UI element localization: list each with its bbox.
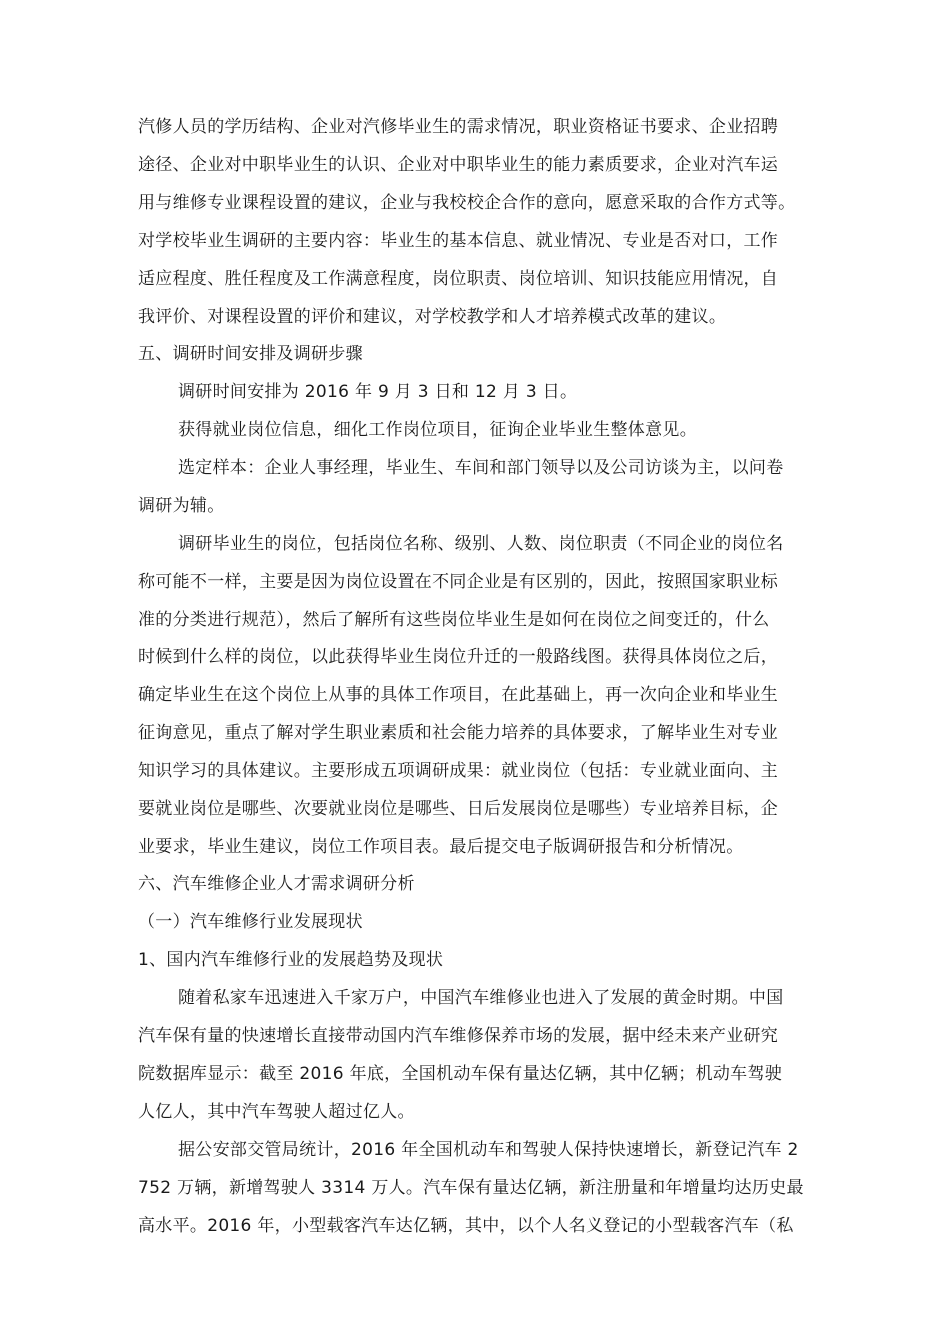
subsection-heading: （一）汽车维修行业发展现状 bbox=[138, 912, 363, 932]
paragraph-line: 据公安部交管局统计，2016 年全国机动车和驾驶人保持快速增长，新登记汽车 2 bbox=[178, 1140, 799, 1160]
paragraph-line: 人亿人，其中汽车驾驶人超过亿人。 bbox=[138, 1102, 415, 1122]
section-heading: 五、调研时间安排及调研步骤 bbox=[138, 344, 363, 364]
paragraph-line: 确定毕业生在这个岗位上从事的具体工作项目，在此基础上，再一次向企业和毕业生 bbox=[138, 685, 779, 705]
paragraph-line: 高水平。2016 年，小型载客汽车达亿辆，其中，以个人名义登记的小型载客汽车（私 bbox=[138, 1216, 794, 1236]
paragraph-line: 对学校毕业生调研的主要内容：毕业生的基本信息、就业情况、专业是否对口，工作 bbox=[138, 231, 779, 251]
paragraph-line: 调研为辅。 bbox=[138, 496, 225, 516]
paragraph-line: 时候到什么样的岗位，以此获得毕业生岗位升迁的一般路线图。获得具体岗位之后， bbox=[138, 647, 779, 667]
paragraph-line: 称可能不一样，主要是因为岗位设置在不同企业是有区别的，因此，按照国家职业标 bbox=[138, 572, 779, 592]
paragraph-line: 752 万辆，新增驾驶人 3314 万人。汽车保有量达亿辆，新注册量和年增量均达历史最 bbox=[138, 1178, 804, 1198]
section-heading: 六、汽车维修企业人才需求调研分析 bbox=[138, 874, 415, 894]
paragraph-line: 选定样本：企业人事经理，毕业生、车间和部门领导以及公司访谈为主，以问卷 bbox=[178, 458, 784, 478]
paragraph-line: 调研时间安排为 2016 年 9 月 3 日和 12 月 3 日。 bbox=[178, 382, 578, 402]
paragraph-line: 准的分类进行规范），然后了解所有这些岗位毕业生是如何在岗位之间变迁的，什么 bbox=[138, 610, 770, 630]
paragraph-line: 知识学习的具体建议。主要形成五项调研成果：就业岗位（包括：专业就业面向、主 bbox=[138, 761, 779, 781]
paragraph-line: 随着私家车迅速进入千家万户，中国汽车维修业也进入了发展的黄金时期。中国 bbox=[178, 988, 784, 1008]
paragraph-line: 汽修人员的学历结构、企业对汽修毕业生的需求情况，职业资格证书要求、企业招聘 bbox=[138, 117, 779, 137]
paragraph-line: 获得就业岗位信息，细化工作岗位项目，征询企业毕业生整体意见。 bbox=[178, 420, 697, 440]
paragraph-line: 调研毕业生的岗位，包括岗位名称、级别、人数、岗位职责（不同企业的岗位名 bbox=[178, 534, 784, 554]
paragraph-line: 途径、企业对中职毕业生的认识、企业对中职毕业生的能力素质要求，企业对汽车运 bbox=[138, 155, 779, 175]
paragraph-line: 业要求，毕业生建议，岗位工作项目表。最后提交电子版调研报告和分析情况。 bbox=[138, 837, 744, 857]
paragraph-line: 汽车保有量的快速增长直接带动国内汽车维修保养市场的发展，据中经未来产业研究 bbox=[138, 1026, 779, 1046]
subsection-heading: 1、国内汽车维修行业的发展趋势及现状 bbox=[138, 950, 444, 970]
paragraph-line: 我评价、对课程设置的评价和建议，对学校教学和人才培养模式改革的建议。 bbox=[138, 307, 727, 327]
paragraph-line: 征询意见，重点了解对学生职业素质和社会能力培养的具体要求，了解毕业生对专业 bbox=[138, 723, 779, 743]
paragraph-line: 用与维修专业课程设置的建议，企业与我校校企合作的意向，愿意采取的合作方式等。 bbox=[138, 193, 796, 213]
paragraph-line: 适应程度、胜任程度及工作满意程度，岗位职责、岗位培训、知识技能应用情况，自 bbox=[138, 269, 779, 289]
paragraph-line: 院数据库显示：截至 2016 年底，全国机动车保有量达亿辆，其中亿辆；机动车驾驶 bbox=[138, 1064, 783, 1084]
paragraph-line: 要就业岗位是哪些、次要就业岗位是哪些、日后发展岗位是哪些）专业培养目标，企 bbox=[138, 799, 779, 819]
